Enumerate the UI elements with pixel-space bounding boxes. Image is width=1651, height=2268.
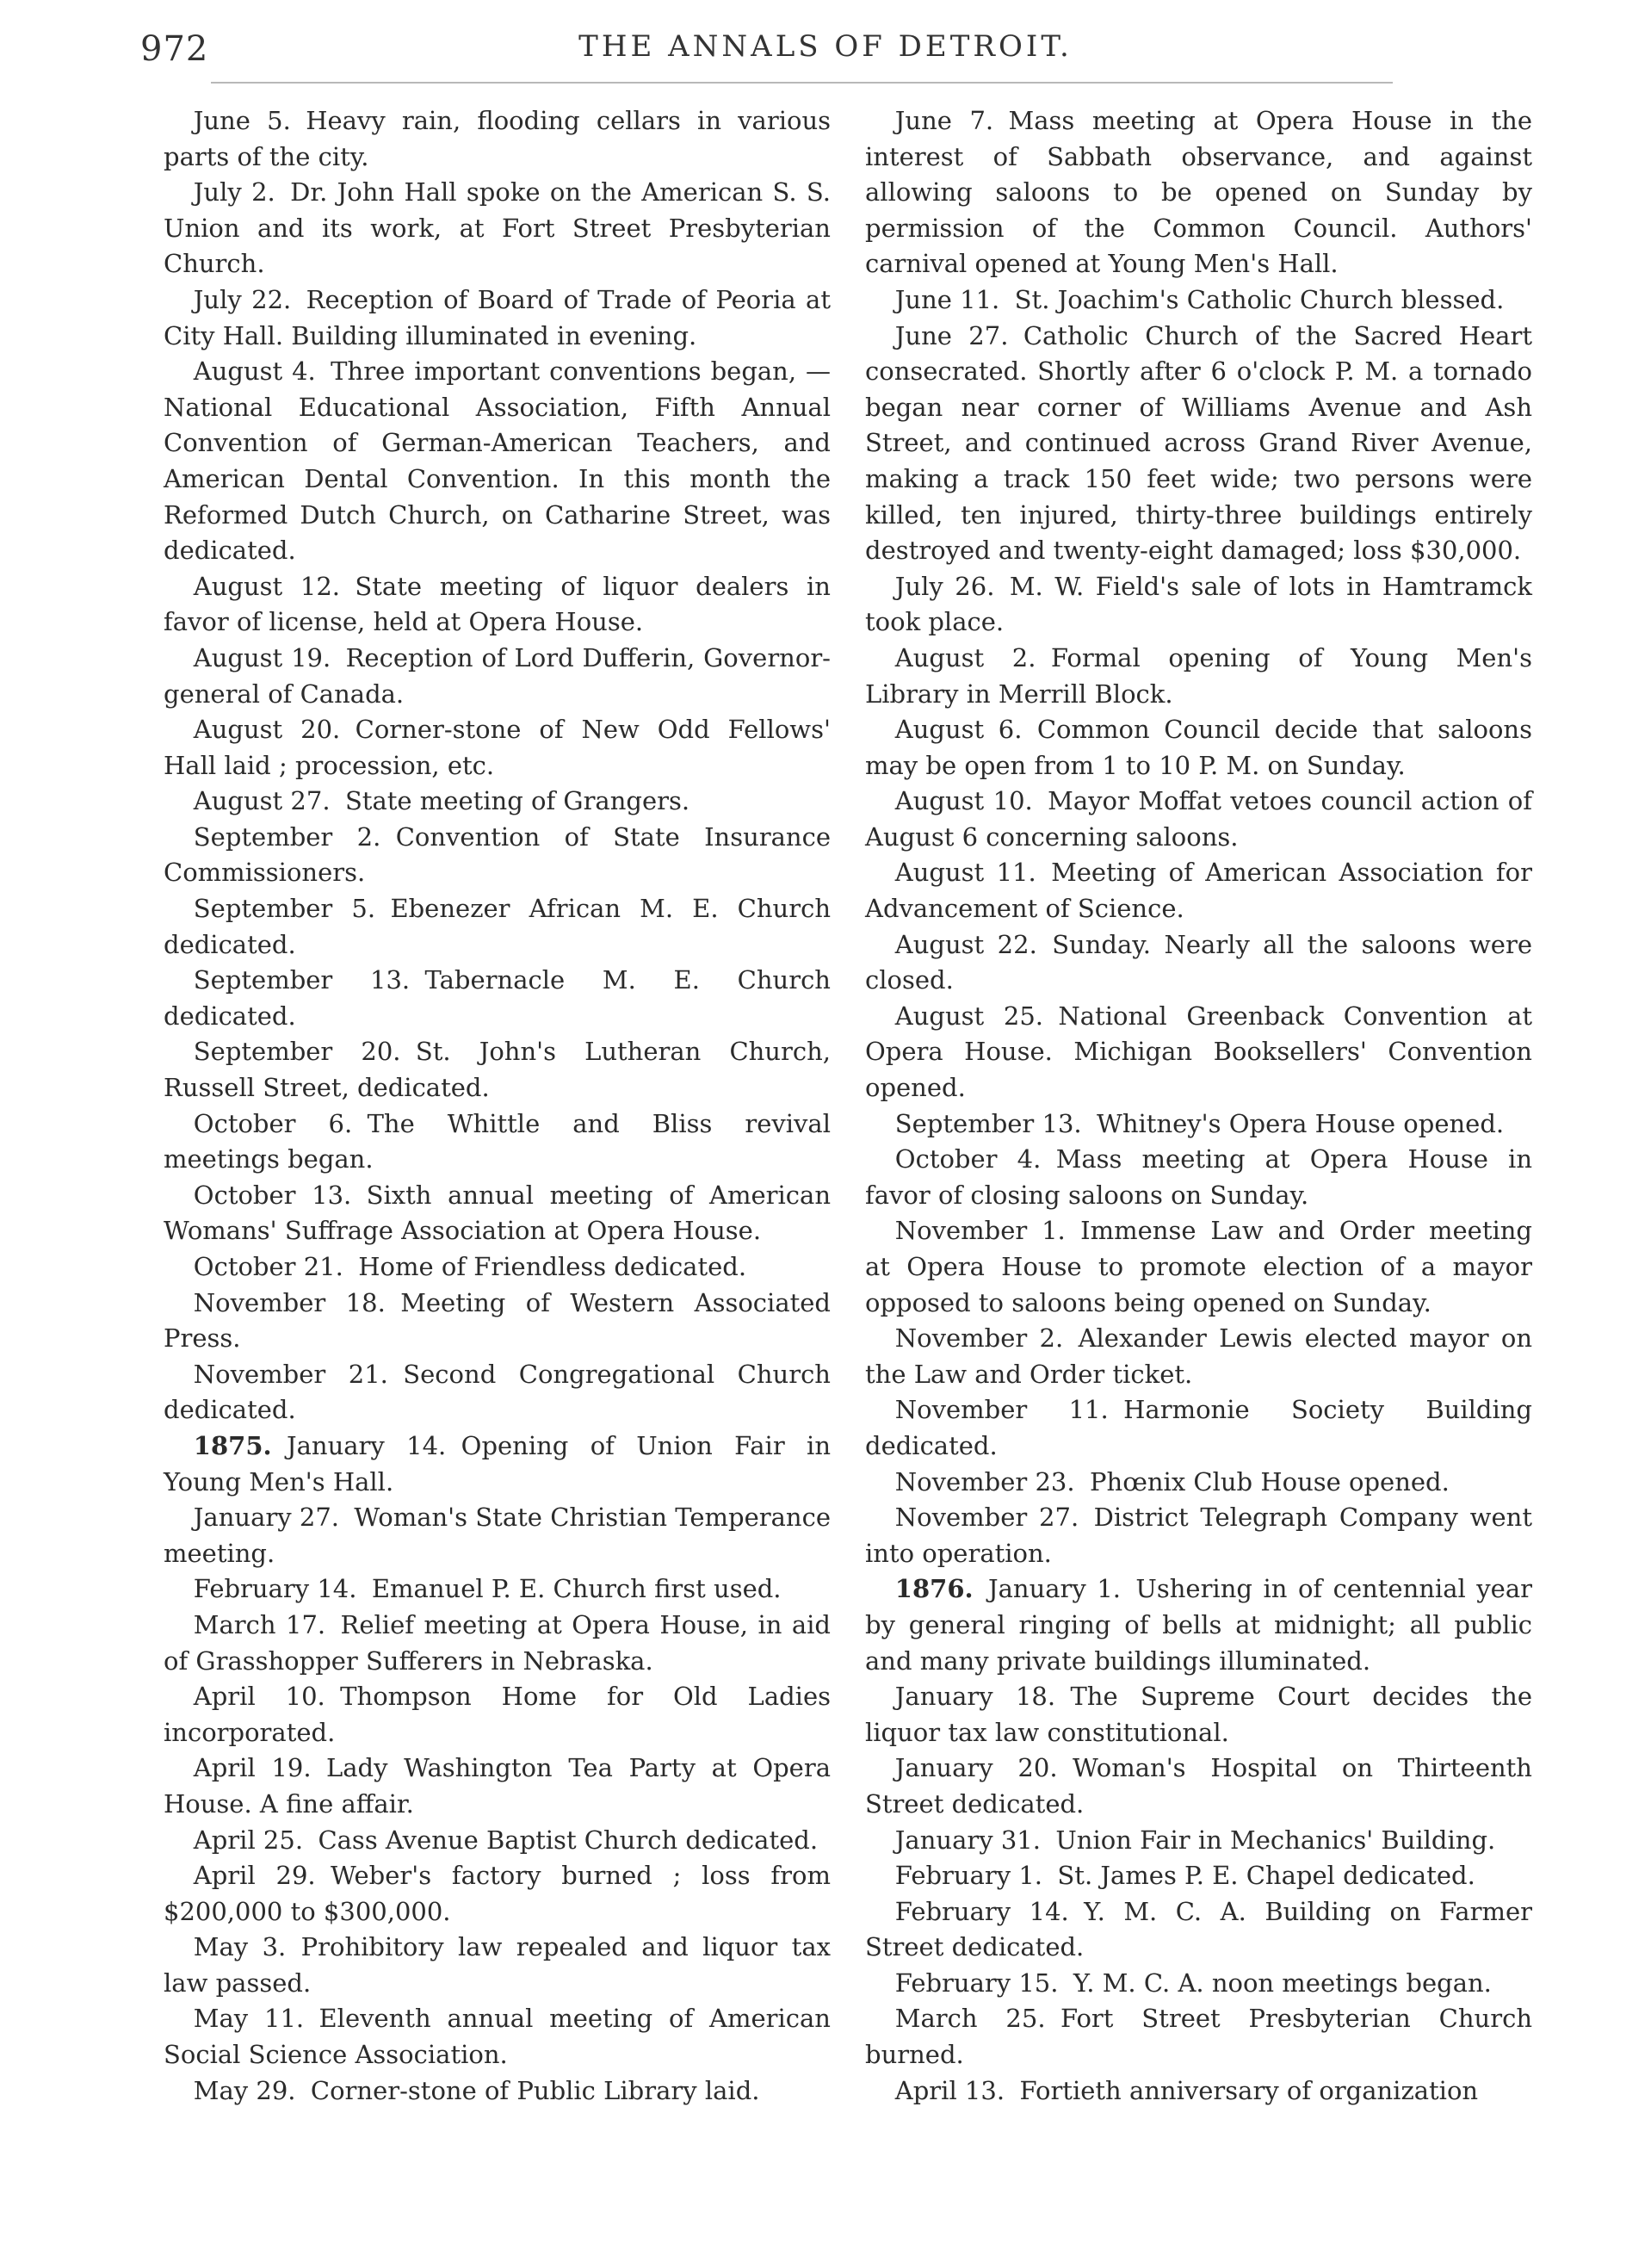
- entry-date: October 13.: [193, 1180, 352, 1210]
- chronology-entry: [164, 2001, 831, 2073]
- chronology-entry: [164, 175, 831, 282]
- chronology-entry: [865, 641, 1532, 712]
- entry-text: The Whittle and Bliss revival meetings began.: [164, 1108, 831, 1174]
- entry-date: June 7.: [894, 106, 994, 135]
- chronology-entry: [164, 641, 831, 712]
- chronology-entry: [164, 282, 831, 354]
- page-number: 972: [140, 29, 209, 69]
- chronology-entry: [164, 963, 831, 1034]
- entry-date: January 31.: [894, 1825, 1041, 1855]
- entry-date: August 25.: [894, 1001, 1043, 1031]
- entry-text: Three important conventions began, —National Educational Association, Fifth Annual Convention of German-American Teachers, and American Dental Convention. In this month the Reformed Dutch Church, on Catharine Street, was dedicated.: [164, 356, 831, 566]
- chronology-entry: [164, 2073, 831, 2110]
- chronology-entry: [164, 1034, 831, 1106]
- chronology-entry: [164, 1858, 831, 1930]
- chronology-entry: [865, 1894, 1532, 1966]
- chronology-entry: [164, 1823, 831, 1859]
- chronology-entry: [164, 1751, 831, 1822]
- chronology-entry: [865, 1751, 1532, 1822]
- entry-text: Catholic Church of the Sacred Heart consecrated. Shortly after 6 o'clock P. M. a tornado began near corner of Williams Avenue and Ash Street, and continued across Grand River Avenue, making a track 150 feet wide; two persons were killed, ten injured, thirty-three buildings entirely destroyed and twenty-eight damaged; loss $30,000.: [865, 320, 1532, 566]
- entry-date: February 1.: [894, 1861, 1043, 1891]
- entry-date: November 1.: [894, 1216, 1066, 1246]
- entry-date: September 2.: [193, 821, 381, 852]
- entry-date: February 14.: [193, 1574, 357, 1604]
- chronology-entry: [164, 1571, 831, 1608]
- chronology-entry: [164, 1608, 831, 1679]
- entry-date: October 4.: [894, 1144, 1042, 1174]
- chronology-entry: [164, 1679, 831, 1751]
- chronology-entry: [865, 319, 1532, 569]
- running-head: THE ANNALS OF DETROIT.: [578, 29, 1073, 64]
- chronology-entry: [164, 569, 831, 641]
- entry-text: Reception of Lord Dufferin, Governor-general of Canada.: [164, 642, 831, 709]
- entry-text: Formal opening of Young Men's Library in Merrill Block.: [865, 642, 1532, 709]
- entry-text: Second Congregational Church dedicated.: [164, 1359, 831, 1425]
- entry-text: District Telegraph Company went into operation.: [865, 1503, 1533, 1568]
- entry-date: July 2.: [193, 177, 275, 208]
- entry-text: Dr. John Hall spoke on the American S. S. Union and its work, at Fort Street Presbyterian Church.: [164, 177, 831, 279]
- entry-text: Corner-stone of New Odd Fellows' Hall laid ; procession, etc.: [164, 715, 831, 780]
- entry-text: Phœnix Club House opened.: [1090, 1466, 1450, 1497]
- chronology-entry: [865, 1392, 1532, 1464]
- entry-date: May 29.: [193, 2075, 296, 2105]
- entry-text: Corner-stone of Public Library laid.: [310, 2075, 760, 2105]
- entry-text: St. Joachim's Catholic Church blessed.: [1014, 284, 1505, 314]
- entry-text: Relief meeting at Opera House, in aid of Grasshopper Sufferers in Nebraska.: [164, 1609, 831, 1676]
- entry-text: Thompson Home for Old Ladies incorporated.: [164, 1682, 831, 1747]
- entry-date: August 22.: [894, 929, 1037, 959]
- entry-year: 1876.: [894, 1574, 974, 1604]
- entry-date: August 11.: [894, 858, 1036, 888]
- entry-text: Y. M. C. A. Building on Farmer Street dedicated.: [865, 1896, 1532, 1962]
- entry-date: October 6.: [193, 1108, 353, 1138]
- entry-date: April 25.: [193, 1825, 304, 1855]
- entry-date: November 23.: [894, 1466, 1075, 1497]
- entry-date: March 17.: [193, 1609, 326, 1639]
- chronology-entry: [164, 1249, 831, 1286]
- chronology-entry: [164, 1357, 831, 1428]
- entry-text: Cass Avenue Baptist Church dedicated.: [318, 1825, 819, 1855]
- entry-text: Common Council decide that saloons may be open from 1 to 10 P. M. on Sunday.: [865, 715, 1532, 780]
- entry-text: Emanuel P. E. Church first used.: [371, 1574, 782, 1604]
- entry-text: Lady Washington Tea Party at Opera House. A fine affair.: [164, 1753, 831, 1819]
- chronology-entry: [865, 1106, 1532, 1143]
- header-rule: [211, 82, 1393, 84]
- entry-date: May 3.: [193, 1932, 287, 1962]
- entry-date: June 5.: [193, 106, 291, 135]
- entry-date: February 15.: [894, 1967, 1059, 1998]
- chronology-entry: [164, 820, 831, 891]
- entry-date: April 19.: [193, 1753, 312, 1783]
- chronology-entry: [865, 2001, 1532, 2073]
- entry-date: April 10.: [193, 1682, 325, 1712]
- entry-date: June 27.: [894, 320, 1009, 350]
- chronology-entry: [865, 1321, 1532, 1392]
- entry-text: St. James P. E. Chapel dedicated.: [1057, 1861, 1475, 1891]
- entry-text: Harmonie Society Building dedicated.: [865, 1395, 1532, 1460]
- chronology-entry: [865, 999, 1532, 1106]
- entry-date: July 22.: [193, 284, 292, 314]
- left-column: [164, 103, 831, 2109]
- entry-text: Meeting of Western Associated Press.: [164, 1287, 831, 1354]
- entry-text: Prohibitory law repealed and liquor tax law passed.: [164, 1932, 831, 1998]
- chronology-entry: [164, 712, 831, 784]
- entry-text: Fortieth anniversary of organization: [1019, 2075, 1479, 2105]
- entry-text: Reception of Board of Trade of Peoria at City Hall. Building illuminated in evening.: [164, 284, 831, 350]
- chronology-entry: [865, 1465, 1532, 1501]
- entry-text: Mass meeting at Opera House in the interest of Sabbath observance, and against allowing saloons to be opened on Sunday by permission of the Common Council. Authors' carnival opened at Young Men's Hall.: [865, 106, 1532, 279]
- chronology-entry: [865, 1500, 1532, 1571]
- entry-text: Eleventh annual meeting of American Social Science Association.: [164, 2004, 831, 2070]
- entry-text: State meeting of liquor dealers in favor of license, held at Opera House.: [164, 571, 831, 637]
- entry-date: January 14.: [287, 1430, 447, 1460]
- entry-text: State meeting of Grangers.: [344, 786, 690, 816]
- entry-text: Mass meeting at Opera House in favor of closing saloons on Sunday.: [865, 1144, 1532, 1210]
- entry-date: July 26.: [894, 571, 995, 601]
- entry-date: August 19.: [193, 642, 331, 672]
- entry-text: M. W. Field's sale of lots in Hamtramck took place.: [865, 571, 1532, 637]
- entry-date: November 11.: [894, 1395, 1109, 1425]
- entry-text: Tabernacle M. E. Church dedicated.: [164, 965, 831, 1031]
- entry-text: Sixth annual meeting of American Womans' Suffrage Association at Opera House.: [164, 1180, 831, 1246]
- entry-text: Alexander Lewis elected mayor on the Law and Order ticket.: [865, 1323, 1533, 1389]
- entry-date: November 2.: [894, 1323, 1064, 1354]
- chronology-entry: [865, 103, 1532, 282]
- entry-date: August 2.: [894, 642, 1036, 672]
- entry-date: June 11.: [894, 284, 1000, 314]
- entry-year: 1875.: [193, 1430, 272, 1460]
- entry-text: National Greenback Convention at Opera House. Michigan Booksellers' Convention opened.: [865, 1001, 1532, 1103]
- entry-date: September 13.: [894, 1108, 1082, 1138]
- chronology-entry: [865, 784, 1532, 855]
- entry-date: September 13.: [193, 965, 411, 995]
- entry-date: August 20.: [193, 715, 341, 745]
- entry-date: January 18.: [894, 1682, 1056, 1712]
- entry-text: Heavy rain, flooding cellars in various parts of the city.: [164, 106, 832, 171]
- chronology-entry: [865, 2073, 1532, 2110]
- entry-text: Y. M. C. A. noon meetings began.: [1073, 1967, 1492, 1998]
- entry-text: The Supreme Court decides the liquor tax law constitutional.: [865, 1682, 1532, 1747]
- entry-date: November 21.: [193, 1359, 388, 1389]
- chronology-entry: [164, 1930, 831, 2001]
- chronology-entry: [865, 1679, 1532, 1751]
- chronology-entry: [865, 1823, 1532, 1859]
- right-column: [865, 103, 1532, 2109]
- entry-date: September 20.: [193, 1037, 401, 1067]
- entry-date: April 29.: [193, 1861, 316, 1891]
- chronology-entry: [865, 1213, 1532, 1321]
- chronology-entry: [865, 712, 1532, 784]
- entry-date: August 4.: [193, 356, 316, 387]
- entry-date: August 12.: [193, 571, 341, 601]
- entry-text: Sunday. Nearly all the saloons were closed.: [865, 929, 1532, 995]
- entry-date: April 13.: [894, 2075, 1005, 2105]
- chronology-entry: [164, 1286, 831, 1357]
- chronology-entry: [164, 1106, 831, 1178]
- entry-text: Meeting of American Association for Advancement of Science.: [865, 858, 1532, 924]
- chronology-entry: [865, 1142, 1532, 1213]
- entry-text: Union Fair in Mechanics' Building.: [1055, 1825, 1496, 1855]
- chronology-entry: [865, 927, 1532, 999]
- chronology-entry: [865, 1966, 1532, 2002]
- entry-text: Weber's factory burned ; loss from $200,000 to $300,000.: [164, 1861, 831, 1926]
- entry-text: Convention of State Insurance Commissioners.: [164, 821, 832, 888]
- entry-text: Fort Street Presbyterian Church burned.: [865, 2004, 1532, 2070]
- entry-text: St. John's Lutheran Church, Russell Street, dedicated.: [164, 1037, 831, 1103]
- chronology-entry: [164, 1500, 831, 1571]
- entry-text: Woman's State Christian Temperance meeting.: [164, 1503, 831, 1568]
- chronology-entry: [164, 354, 831, 569]
- chronology-entry: [865, 1858, 1532, 1894]
- chronology-entry: [164, 784, 831, 820]
- entry-text: Home of Friendless dedicated.: [358, 1252, 747, 1281]
- entry-text: Ushering in of centennial year by general ringing of bells at midnight; all public and many private buildings illuminated.: [865, 1574, 1532, 1676]
- chronology-entry: [164, 103, 831, 175]
- entry-date: January 27.: [193, 1503, 340, 1533]
- entry-date: May 11.: [193, 2004, 305, 2034]
- chronology-entry: [865, 282, 1532, 319]
- chronology-entry: [865, 1571, 1532, 1679]
- entry-date: September 5.: [193, 894, 376, 924]
- entry-date: January 20.: [894, 1753, 1058, 1783]
- entry-date: August 6.: [894, 715, 1023, 745]
- entry-text: Opening of Union Fair in Young Men's Hall.: [164, 1430, 831, 1497]
- entry-date: March 25.: [894, 2004, 1046, 2034]
- chronology-entry: [164, 891, 831, 963]
- entry-date: January 1.: [988, 1574, 1122, 1604]
- entry-text: Mayor Moffat vetoes council action of August 6 concerning saloons.: [865, 786, 1532, 852]
- chronology-entry: [865, 569, 1532, 641]
- chronology-entry: [164, 1178, 831, 1249]
- entry-text: Ebenezer African M. E. Church dedicated.: [164, 894, 831, 959]
- chronology-entry: [865, 855, 1532, 926]
- entry-date: August 27.: [193, 786, 331, 816]
- entry-date: October 21.: [193, 1252, 343, 1281]
- entry-text: Immense Law and Order meeting at Opera House to promote election of a mayor opposed to saloons being opened on Sunday.: [865, 1216, 1532, 1317]
- entry-date: February 14.: [894, 1896, 1069, 1926]
- entry-text: Whitney's Opera House opened.: [1097, 1108, 1505, 1138]
- entry-date: November 27.: [894, 1503, 1079, 1533]
- entry-date: August 10.: [894, 786, 1033, 816]
- entry-text: Woman's Hospital on Thirteenth Street dedicated.: [865, 1753, 1532, 1819]
- chronology-entry: [164, 1428, 831, 1500]
- entry-date: November 18.: [193, 1287, 386, 1317]
